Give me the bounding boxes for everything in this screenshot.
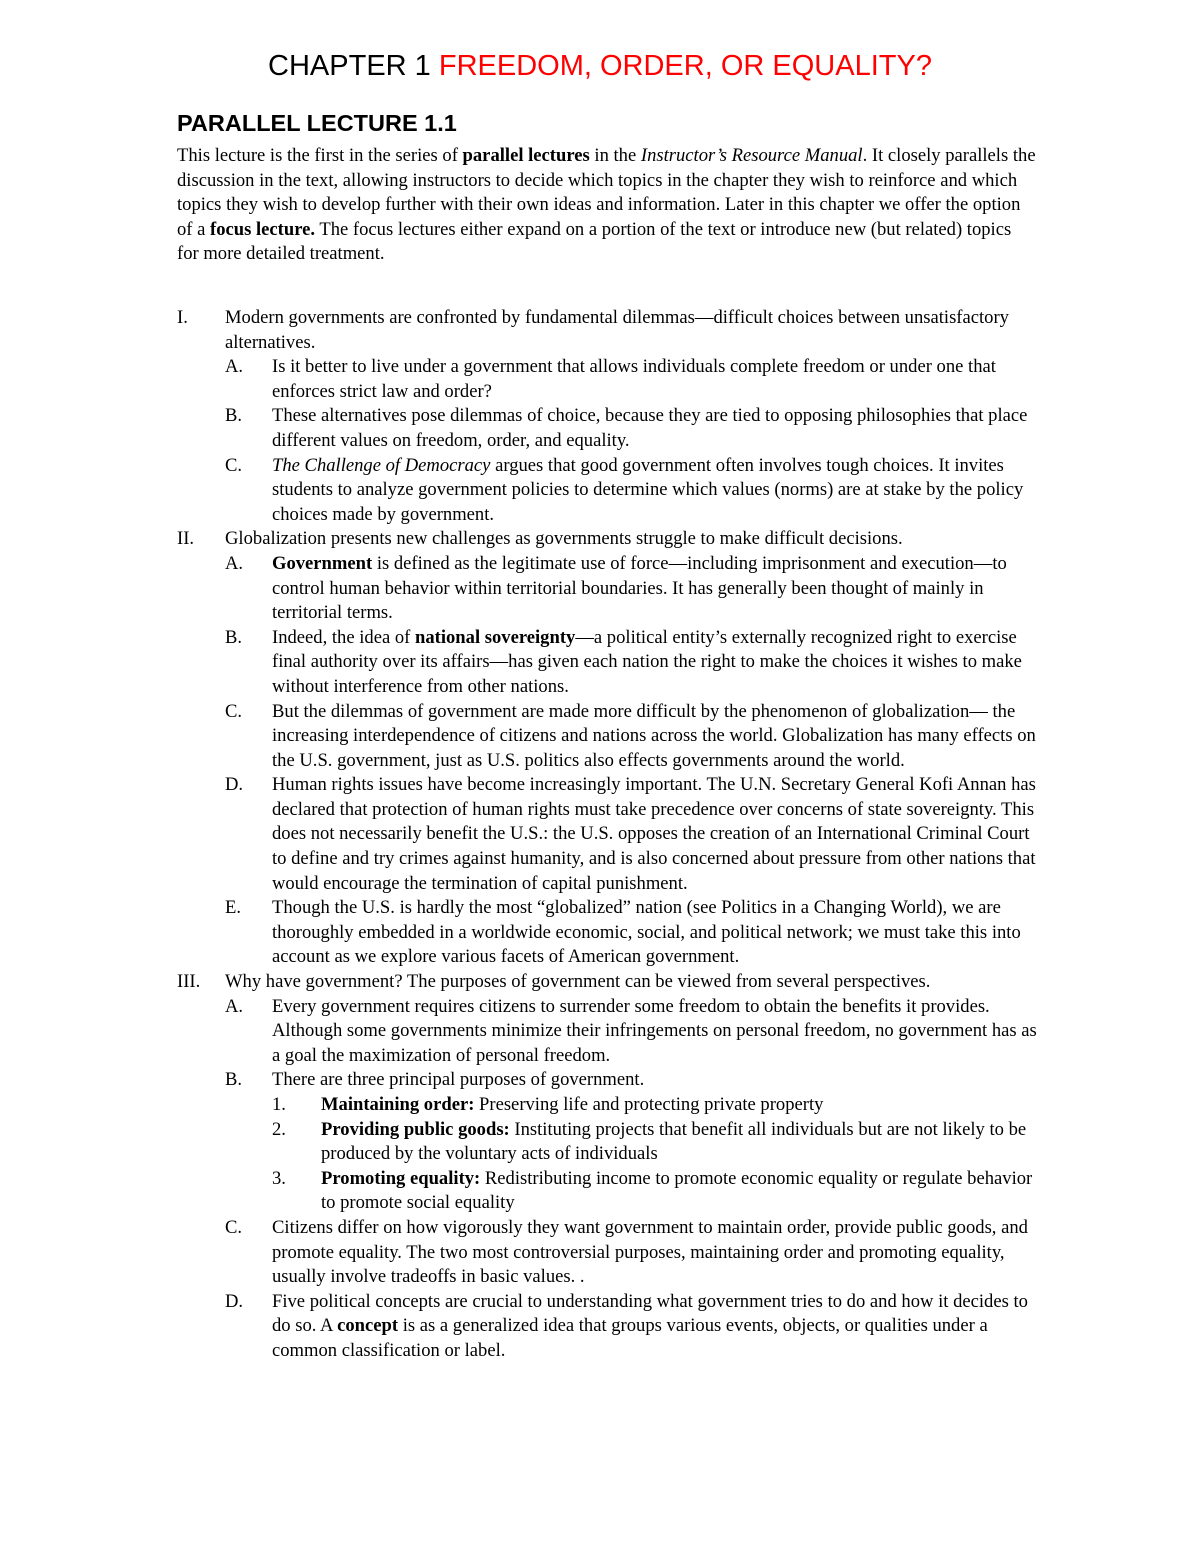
outline-marker: B. xyxy=(225,1069,243,1091)
outline-text: Instituting projects that benefit all individuals but are not likely to be produced by the voluntary acts of individuals xyxy=(321,1118,1027,1165)
outline-marker: A. xyxy=(225,995,244,1017)
outline-text: is defined as the legitimate use of force—including imprisonment and execution—to control human behavior within territorial boundaries. It has generally been thought of mainly in territorial terms. xyxy=(272,552,1007,624)
outline-marker: III. xyxy=(177,971,201,993)
outline-text: But the dilemmas of government are made more difficult by the phenomenon of globalization— the increasing interdependence of citizens and nations across the world. Globalization has many effects on the U.S. government, just as U.S. politics also effects governments around the world. xyxy=(272,700,1036,771)
outline-marker: 2. xyxy=(272,1118,286,1140)
intro-paragraph xyxy=(177,144,1037,267)
outline-text: is as a generalized idea that groups various events, objects, or qualities under a common classification or label. xyxy=(272,1315,988,1361)
outline-text: These alternatives pose dilemmas of choice, because they are tied to opposing philosophies that place different values on freedom, order, and equality. xyxy=(272,405,1028,451)
outline-item-1b xyxy=(225,404,1037,453)
outline-marker: 1. xyxy=(272,1094,286,1115)
outline-marker: A. xyxy=(225,356,244,378)
outline-item-1c xyxy=(225,454,1037,528)
chapter-name: FREEDOM, ORDER, OR EQUALITY? xyxy=(438,50,932,82)
outline-marker: B. xyxy=(225,405,243,427)
outline-item-3b1 xyxy=(272,1093,1037,1118)
outline-item-2b xyxy=(225,626,1037,700)
outline-text: Globalization presents new challenges as governments struggle to make difficult decisions. xyxy=(225,528,903,550)
outline-item-3d xyxy=(225,1290,1037,1364)
chapter-prefix: CHAPTER 1 xyxy=(268,50,439,82)
outline-item-2a xyxy=(225,552,1037,626)
key-term: Providing public goods: xyxy=(321,1118,510,1140)
outline-item-3b3 xyxy=(272,1167,1037,1216)
outline-marker: C. xyxy=(225,700,243,722)
outline-marker: II. xyxy=(177,528,195,550)
outline-item-1a xyxy=(225,355,1037,404)
book-title: The Challenge of Democracy xyxy=(272,454,491,476)
intro-bold-2: focus lecture. xyxy=(210,218,316,240)
outline-item-2c xyxy=(225,700,1037,774)
outline-text: Citizens differ on how vigorously they want government to maintain order, provide public goods, and promote equality. The two most controversial purposes, maintaining order and promoting equality, usually involve tradeoffs in basic values. . xyxy=(272,1216,1028,1288)
intro-text-3: . It closely parallels the discussion in the text, allowing instructors to decide which topics in the chapter they wish to reinforce and which topics they wish to develop further with their own ideas and information. Later in this chapter we offer the option of a xyxy=(177,145,1036,240)
key-term: Government xyxy=(272,552,373,574)
key-term: Promoting equality: xyxy=(321,1167,481,1189)
outline-item-3b2 xyxy=(272,1118,1037,1167)
section-title: PARALLEL LECTURE 1.1 xyxy=(177,110,457,136)
key-term: Maintaining order: xyxy=(321,1094,475,1115)
outline-text-pre: Indeed, the idea of xyxy=(272,626,416,648)
outline-item-3a xyxy=(225,995,1037,1069)
outline-text: Human rights issues have become increasingly important. The U.N. Secretary General Kofi Annan has declared that protection of human rights must take precedence over concerns of state sovereignty. This does not necessarily benefit the U.S.: the U.S. opposes the creation of an International Criminal Court to define and try crimes against humanity, and is also concerned about pressure from other nations that would encourage the termination of capital punishment. xyxy=(272,774,1036,894)
intro-italic-1: Instructor’s Resource Manual xyxy=(640,145,863,166)
key-term: concept xyxy=(337,1315,399,1337)
intro-text-2: in the xyxy=(589,145,641,166)
outline-text: argues that good government often involves tough choices. It invites students to analyze government policies to determine which values (norms) are at stake by the policy choices made by government. xyxy=(272,454,1024,525)
outline-text: —a political entity’s externally recognized right to exercise final authority over its affairs—has given each nation the right to make the choices it wishes to make without interference from other nations. xyxy=(272,626,1022,697)
outline-marker: C. xyxy=(225,454,243,476)
outline-text: Though the U.S. is hardly the most “globalized” nation (see Politics in a Changing World), we are thoroughly embedded in a worldwide economic, social, and political network; we must take this into account as we explore various facets of American government. xyxy=(272,897,1021,968)
outline-marker: 3. xyxy=(272,1167,286,1189)
outline-marker: B. xyxy=(225,626,243,648)
outline-marker: E. xyxy=(225,897,242,919)
outline-text: There are three principal purposes of government. xyxy=(272,1069,645,1091)
outline-marker: D. xyxy=(225,1290,244,1312)
outline-marker: A. xyxy=(225,552,244,574)
outline-text: Preserving life and protecting private property xyxy=(474,1094,824,1115)
outline-item-2d xyxy=(225,773,1037,896)
outline-text: Why have government? The purposes of government can be viewed from several perspectives. xyxy=(225,971,931,993)
outline-section-1 xyxy=(177,306,1037,527)
outline-text: Every government requires citizens to surrender some freedom to obtain the benefits it provides. Although some governments minimize their infringements on personal freedom, no government has as a goal the maximization of personal freedom. xyxy=(272,995,1037,1066)
intro-bold-1: parallel lectures xyxy=(462,145,590,166)
outline-section-3 xyxy=(177,970,1037,1364)
outline-item-3b xyxy=(225,1068,1037,1216)
intro-text-4: The focus lectures either expand on a portion of the text or introduce new (but related) topics for more detailed treatment. xyxy=(177,218,1012,265)
outline-item-3c xyxy=(225,1216,1037,1290)
intro-text-1: This lecture is the first in the series of xyxy=(177,145,463,166)
outline-marker: D. xyxy=(225,774,244,796)
key-term: national sovereignty xyxy=(415,626,576,648)
outline xyxy=(177,306,1037,1364)
outline-text: Modern governments are confronted by fundamental dilemmas—difficult choices between unsatisfactory alternatives. xyxy=(225,307,1009,353)
chapter-title xyxy=(0,48,1200,84)
outline-marker: I. xyxy=(177,307,188,328)
outline-text: Redistributing income to promote economic equality or regulate behavior to promote social equality xyxy=(321,1167,1033,1214)
outline-text: Is it better to live under a government that allows individuals complete freedom or under one that enforces strict law and order? xyxy=(272,356,996,402)
outline-marker: C. xyxy=(225,1216,243,1238)
outline-item-2e xyxy=(225,896,1037,970)
outline-text-pre: Five political concepts are crucial to understanding what government tries to do and how it decides to do so. A xyxy=(272,1290,1028,1337)
outline-section-2 xyxy=(177,527,1037,970)
